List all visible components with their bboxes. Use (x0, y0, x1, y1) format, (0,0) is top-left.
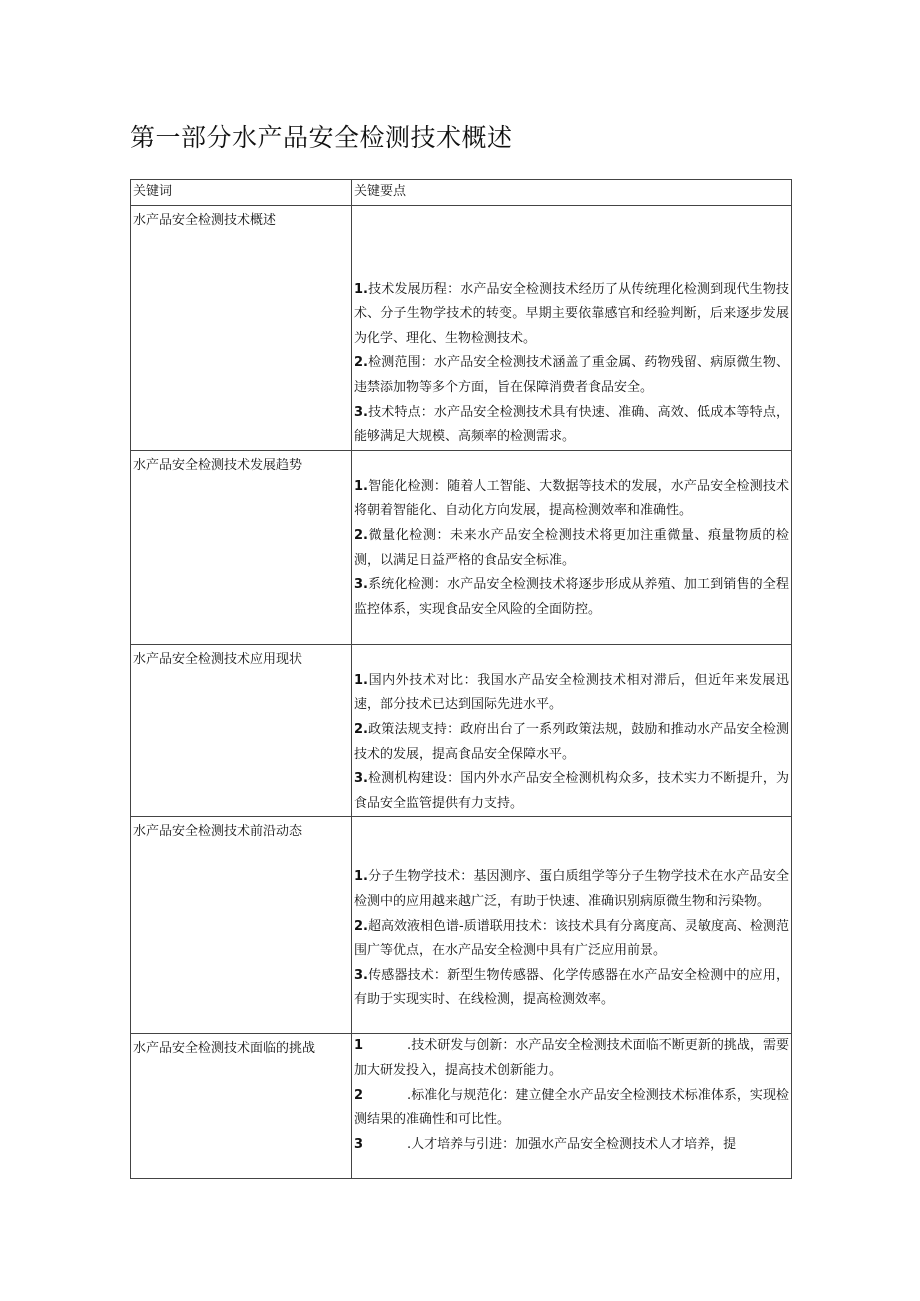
page-title: 第一部分水产品安全检测技术概述 (130, 123, 513, 152)
point-text: 国内外技术对比：我国水产品安全检测技术相对滞后，但近年来发展迅速，部分技术已达到国际先进水平。 (354, 672, 789, 713)
row-keyword: 水产品安全检测技术概述 (133, 212, 277, 228)
table-row (131, 205, 792, 450)
point-number: 3. (354, 967, 368, 983)
point-item (354, 915, 789, 964)
point-number: 1. (354, 281, 368, 297)
point-text: 微量化检测：未来水产品安全检测技术将更加注重微量、痕量物质的检测，以满足日益严格的食品安全标准。 (354, 527, 789, 568)
point-text: 检测范围：水产品安全检测技术涵盖了重金属、药物残留、病原微生物、违禁添加物等多个方面，旨在保障消费者食品安全。 (354, 355, 789, 395)
point-text: 技术发展历程：水产品安全检测技术经历了从传统理化检测到现代生物技术、分子生物学技术的转变。早期主要依靠感官和经验判断，后来逐步发展为化学、理化、生物检测技术。 (354, 281, 789, 346)
point-item (354, 524, 789, 573)
point-number: 3 (354, 1136, 364, 1152)
row-points (352, 205, 792, 450)
header-key-points: 关键要点 (352, 180, 792, 206)
table-row (131, 644, 792, 817)
point-text: 传感器技术：新型生物传感器、化学传感器在水产品安全检测中的应用，有助于实现实时、在线检测，提高检测效率。 (354, 967, 789, 1008)
point-text: .标准化与规范化：建立健全水产品安全检测技术标准体系，实现检测结果的准确性和可比性。 (354, 1087, 789, 1128)
point-item (354, 865, 789, 914)
point-item (354, 351, 789, 400)
point-text: 系统化检测：水产品安全检测技术将逐步形成从养殖、加工到销售的全程监控体系，实现食品安全风险的全面防控。 (354, 577, 789, 617)
point-item (354, 1084, 789, 1133)
point-text: 检测机构建设：国内外水产品安全检测机构众多，技术实力不断提升，为食品安全监管提供有力支持。 (354, 771, 789, 811)
point-item (354, 767, 789, 816)
row-points (352, 644, 792, 817)
table-header-row (131, 180, 792, 206)
point-item (354, 964, 789, 1013)
point-number: 1 (354, 1038, 364, 1054)
row-keyword: 水产品安全检测技术应用现状 (133, 651, 303, 667)
point-item (354, 401, 789, 450)
point-item (354, 1133, 789, 1158)
point-number: 2. (354, 355, 368, 371)
point-item (354, 278, 789, 352)
row-keyword: 水产品安全检测技术前沿动态 (133, 824, 303, 840)
row-points (352, 450, 792, 644)
point-number: 3. (354, 771, 368, 787)
point-number: 1. (354, 672, 368, 688)
row-points (352, 1034, 792, 1179)
row-keyword: 水产品安全检测技术发展趋势 (133, 457, 303, 473)
point-text: .技术研发与创新：水产品安全检测技术面临不断更新的挑战，需要加大研发投入，提高技术创新能力。 (354, 1038, 789, 1078)
point-item (354, 669, 789, 718)
point-number: 2. (354, 527, 368, 543)
point-number: 2 (354, 1087, 364, 1103)
point-text: 政策法规支持：政府出台了一系列政策法规，鼓励和推动水产品安全检测技术的发展，提高食品安全保障水平。 (354, 721, 789, 762)
point-number: 1. (354, 478, 368, 494)
header-keyword: 关键词 (131, 180, 352, 206)
point-number: 3. (354, 577, 368, 593)
point-text: 技术特点：水产品安全检测技术具有快速、准确、高效、低成本等特点，能够满足大规模、高频率的检测需求。 (354, 404, 789, 445)
point-number: 2. (354, 721, 368, 737)
point-item (354, 475, 789, 524)
table-row (131, 817, 792, 1034)
table-row (131, 1034, 792, 1179)
point-number: 2. (354, 918, 368, 934)
row-keyword: 水产品安全检测技术面临的挑战 (133, 1041, 316, 1057)
point-text: 智能化检测：随着人工智能、大数据等技术的发展，水产品安全检测技术将朝着智能化、自动化方向发展，提高检测效率和准确性。 (354, 478, 789, 519)
row-points (352, 817, 792, 1034)
point-number: 1. (354, 869, 368, 885)
point-item (354, 718, 789, 767)
key-points-table (130, 179, 792, 1179)
table-row (131, 450, 792, 644)
point-number: 3. (354, 404, 368, 420)
point-item (354, 573, 789, 622)
point-text: 超高效液相色谱-质谱联用技术：该技术具有分离度高、灵敏度高、检测范围广等优点，在水产品安全检测中具有广泛应用前景。 (354, 918, 789, 959)
point-text: 分子生物学技术：基因测序、蛋白质组学等分子生物学技术在水产品安全检测中的应用越来越广泛，有助于快速、准确识别病原微生物和污染物。 (354, 869, 789, 909)
point-item (354, 1034, 789, 1083)
point-text: .人才培养与引进：加强水产品安全检测技术人才培养，提 (407, 1136, 737, 1152)
